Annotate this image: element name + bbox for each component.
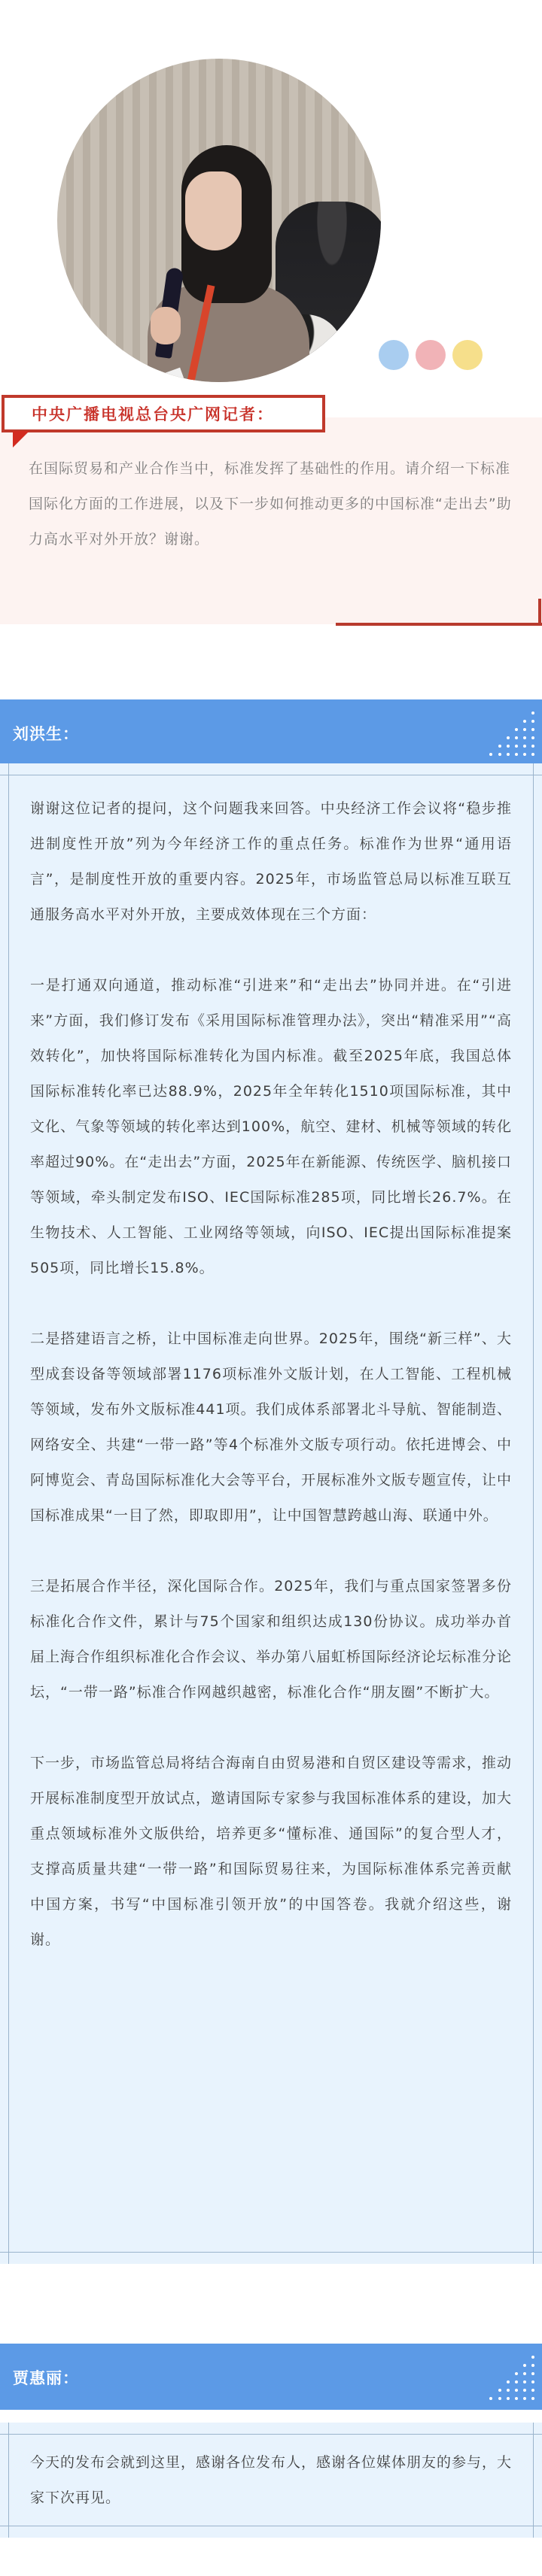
answer-paragraph: 下一步，市场监管总局将结合海南自由贸易港和自贸区建设等需求，推动开展标准制度型开放试点，邀请国际专家参与我国标准体系的建设，加大重点领域标准外文版供给，培养更多“懂标准、通国际”的复合型人才，支撑高质量共建“一带一路”和国际贸易往来，为国际标准体系完善贡献中国方案，书写“中国标准引领开放”的中国答卷。我就介绍这些，谢谢。: [30, 1755, 513, 1948]
speaker-bar-liu: [0, 699, 542, 766]
answer-paragraph: 三是拓展合作半径，深化国际合作。2025年，我们与重点国家签署多份标准化合作文件，累计与75个国家和组织达成130份协议。成功举办首届上海合作组织标准化合作会议、举办第八届虹桥国际经济论坛标准分论坛，“一带一路”标准合作网越织越密，标准化合作“朋友圈”不断扩大。: [30, 1578, 513, 1701]
asker-label-box: [2, 395, 325, 432]
speaker-name: 贾惠丽：: [13, 2369, 79, 2387]
blue-dot-icon: [379, 340, 409, 370]
question-text: 在国际贸易和产业合作当中，标准发挥了基础性的作用。请介绍一下标准国际化方面的工作进展，以及下一步如何推动更多的中国标准“走出去”助力高水平对外开放？谢谢。: [29, 460, 512, 548]
reporter-photo: [57, 59, 381, 382]
corner-decor: [336, 623, 542, 626]
closing-card: [0, 2423, 542, 2538]
answer-paragraph: 一是打通双向通道，推动标准“引进来”和“走出去”协同并进。在“引进来”方面，我们修订发布《采用国际标准管理办法》，突出“精准采用”“高效转化”，加快将国际标准转化为国内标准。截至2025年底，我国总体国际标准转化率已达88.9%，2025年全年转化1510项国际标准，其中文化、气象等领域的转化率达到100%，航空、建材、机械等领域的转化率超过90%。在“走出去”方面，2025年在新能源、传统医学、脑机接口等领域，牵头制定发布ISO、IEC国际标准285项，同比增长26.7%。在生物技术、人工智能、工业网络等领域，向ISO、IEC提出国际标准提案505项，同比增长15.8%。: [30, 977, 512, 1276]
pink-dot-icon: [416, 340, 446, 370]
speech-tail-icon: [13, 431, 29, 448]
answer-card: [0, 763, 542, 2264]
answer-text: [30, 791, 512, 1958]
decor-dots: [379, 340, 483, 370]
corner-decor: [538, 599, 541, 624]
closing-paragraph: 今天的发布会就到这里，感谢各位发布人，感谢各位媒体朋友的参与，大家下次再见。: [30, 2454, 513, 2506]
asker-label: 中央广播电视总台央广网记者：: [32, 405, 274, 423]
answer-paragraph: 谢谢这位记者的提问，这个问题我来回答。中央经济工作会议将“稳步推进制度性开放”列为今年经济工作的重点任务。标准作为世界“通用语言”，是制度性开放的重要内容。2025年，市场监管总局以标准互联互通服务高水平对外开放，主要成效体现在三个方面：: [30, 800, 512, 923]
speaker-bar-jia: [0, 2344, 542, 2410]
closing-text: [30, 2445, 512, 2516]
dot-pattern-icon: [485, 712, 534, 757]
yellow-dot-icon: [452, 340, 483, 370]
speaker-name: 刘洪生：: [13, 725, 79, 743]
answer-paragraph: 二是搭建语言之桥，让中国标准走向世界。2025年，围绕“新三样”、大型成套设备等领域部署1176项标准外文版计划，在人工智能、工程机械等领域，发布外文版标准441项。我们成体系部署北斗导航、智能制造、网络安全、共建“一带一路”等4个标准外文版专项行动。依托进博会、中阿博览会、青岛国际标准化大会等平台，开展标准外文版专题宣传，让中国标准成果“一目了然，即取即用”，让中国智慧跨越山海、联通中外。: [30, 1330, 513, 1524]
dot-pattern-icon: [485, 2356, 534, 2401]
reporter-photo-section: [0, 0, 542, 376]
